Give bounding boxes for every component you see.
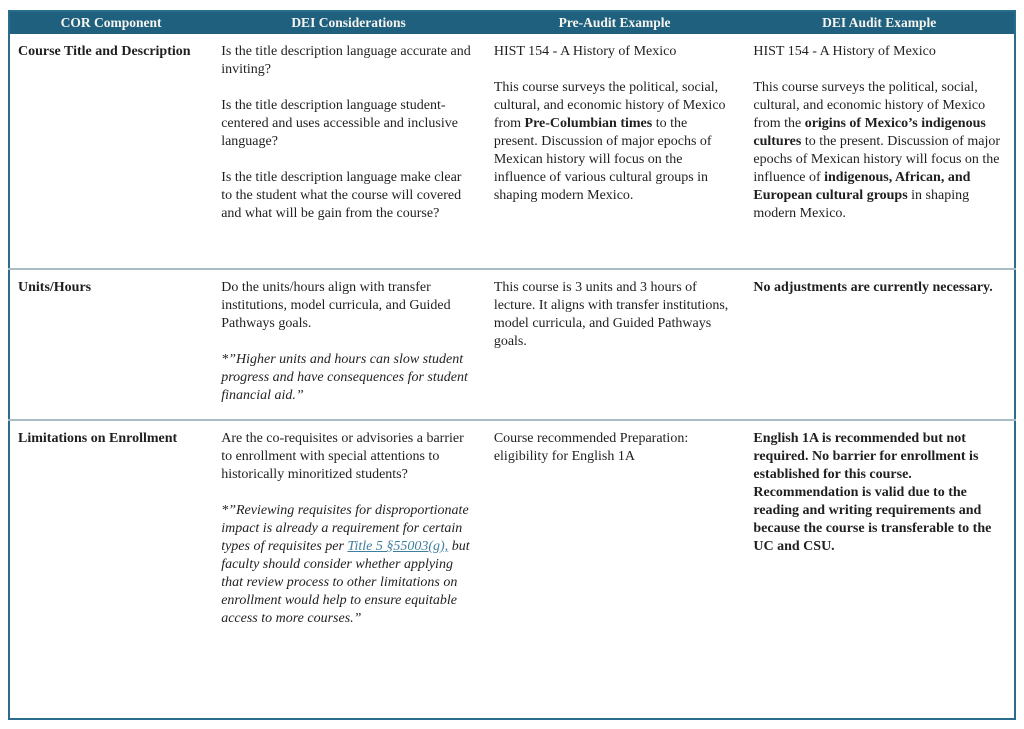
paragraph [221,97,475,151]
paragraph [753,279,1004,297]
cell-limitations-on-enrollment-dei-considerations [212,420,485,719]
cell-units-hours-pre-audit-example [485,269,745,420]
text-run: English 1A is recommended but not required. No barrier for enrollment is established for this course. Recommendation is valid due to the reading and writing requirements and because the course is transferable to the UC and CSU. [753,431,992,555]
cell-limitations-on-enrollment-dei-audit-example [744,420,1015,719]
text-run: Units/Hours [18,280,92,296]
cell-limitations-on-enrollment-pre-audit-example [485,420,745,719]
text-run: This course surveys the political, social, cultural, and economic history of Mexico from [493,80,726,131]
text-run: This course surveys the political, social, cultural, and economic history of Mexico from the [753,80,986,131]
text-run: HIST 154 - A History of Mexico [493,44,677,59]
text-run: Course recommended Preparation: eligibility for English 1A [493,431,689,465]
cell-course-title-and-description-cor-component [9,34,212,269]
cell-units-hours-dei-considerations [212,269,485,420]
cell-course-title-and-description-dei-audit-example [744,34,1015,269]
paragraph [753,430,1004,556]
text-run: to the present. Discussion of major epochs of Mexican history will focus on the influence of [753,134,1001,185]
paragraph [18,279,202,297]
column-header-pre-audit-example: Pre-Audit Example [485,11,745,34]
text-run: Pre-Columbian times [524,116,653,131]
table-row-units-hours [9,269,1015,420]
text-run: Do the units/hours align with transfer institutions, model curricula, and Guided Pathways goals. [221,280,451,332]
cell-units-hours-cor-component [9,269,212,420]
paragraph [18,43,202,61]
text-run: This course is 3 units and 3 hours of lecture. It aligns with transfer institutions, model curricula, and Guided Pathways goals. [493,280,729,350]
column-header-dei-considerations: DEI Considerations [212,11,485,34]
cell-course-title-and-description-dei-considerations [212,34,485,269]
title5-regulation-link[interactable]: Title 5 §55003(g), [347,539,449,555]
paragraph [494,279,735,351]
paragraph [753,79,1004,223]
text-run: Is the title description language accurate and inviting? [221,44,471,77]
paragraph [18,430,202,448]
table-body [9,34,1015,719]
paragraph [221,169,475,223]
table-row-course-title-and-description [9,34,1015,269]
paragraph [494,430,735,466]
text-run: Is the title description language make clear to the student what the course will covered and what will be gain from the course? [221,170,462,221]
text-run: *”Reviewing requisites for disproportionate impact is already a requirement for certain types of requisites per [221,503,469,555]
paragraph [494,43,735,61]
table-header-row [9,11,1015,34]
text-run: Are the co-requisites or advisories a barrier to enrollment with special attentions to historically minoritized students? [221,431,464,483]
cell-units-hours-dei-audit-example [744,269,1015,420]
cell-course-title-and-description-pre-audit-example [485,34,745,269]
paragraph [221,351,475,405]
paragraph [494,79,735,205]
table-row-limitations-on-enrollment [9,420,1015,719]
text-run: but faculty should consider whether applying that review process to other limitations on enrollment would help to ensure equitable access to more courses.” [221,539,470,627]
paragraph [221,502,475,628]
text-run: No adjustments are currently necessary. [753,280,993,296]
paragraph [221,279,475,333]
text-run: origins of Mexico’s indigenous cultures [753,116,986,149]
paragraph [221,43,475,79]
text-run: HIST 154 - A History of Mexico [753,44,936,59]
dei-audit-table [8,10,1016,720]
paragraph [753,43,1004,61]
text-run: in shaping modern Mexico. [753,188,970,221]
text-run: *”Higher units and hours can slow student progress and have consequences for student financial aid.” [221,352,468,404]
column-header-cor-component: COR Component [9,11,212,34]
text-run: indigenous, African, and European cultural groups [753,170,971,203]
text-run: Course Title and Description [18,44,191,59]
cell-limitations-on-enrollment-cor-component [9,420,212,719]
text-run: to the present. Discussion of major epochs of Mexican history will focus on the influence of various cultural groups in shaping modern Mexico. [493,116,712,203]
paragraph [221,430,475,484]
column-header-dei-audit-example: DEI Audit Example [744,11,1015,34]
text-run: Is the title description language student-centered and uses accessible and inclusive language? [221,98,458,149]
text-run: Limitations on Enrollment [18,431,178,447]
